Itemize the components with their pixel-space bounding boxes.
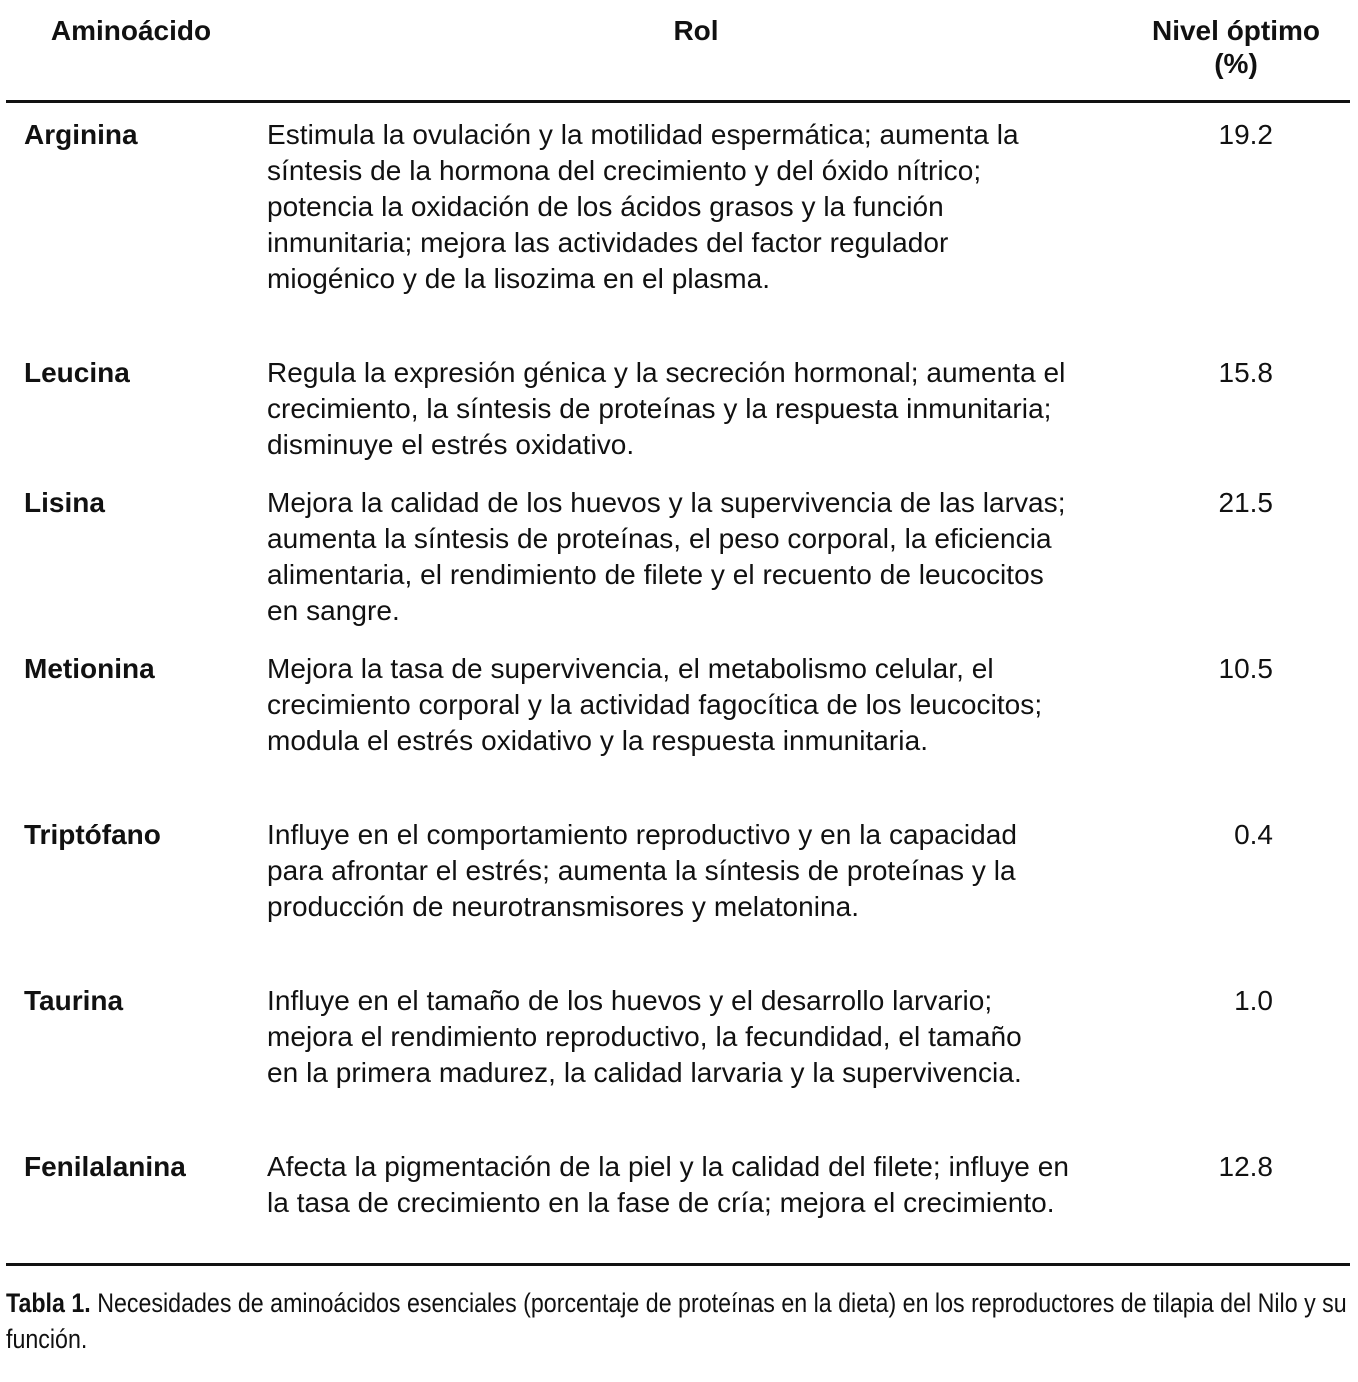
- optimal-level-value: 15.8: [1218, 357, 1273, 388]
- optimal-level-value: 1.0: [1234, 985, 1273, 1016]
- optimal-level-value: 19.2: [1218, 119, 1273, 150]
- table-row: [6, 1149, 1350, 1257]
- optimal-level-value: 21.5: [1218, 487, 1273, 518]
- caption-label: Tabla 1.: [6, 1288, 91, 1318]
- amino-acid-name: Fenilalanina: [24, 1151, 186, 1182]
- table-row: [6, 355, 1350, 463]
- amino-acid-role: Influye en el comportamiento reproductivo y en la capacidad para afrontar el estrés; aumenta la síntesis de proteínas y la producción de neurotransmisores y melatonina.: [267, 819, 1018, 922]
- table-caption: [6, 1285, 1348, 1357]
- amino-acid-name: Triptófano: [24, 819, 161, 850]
- table-body: [6, 103, 1350, 1266]
- table-row: [6, 485, 1350, 629]
- caption-text: Necesidades de aminoácidos esenciales (porcentaje de proteínas en la dieta) en los reproductores de tilapia del Nilo y su función.: [6, 1288, 1347, 1354]
- amino-acid-name: Lisina: [24, 487, 105, 518]
- amino-acid-role: Influye en el tamaño de los huevos y el desarrollo larvario; mejora el rendimiento reproductivo, la fecundidad, el tamaño en la primera madurez, la calidad larvaria y la supervivencia.: [267, 985, 1022, 1088]
- amino-acid-name: Arginina: [24, 119, 138, 150]
- header-role: Rol: [673, 15, 719, 46]
- table-row: [6, 817, 1350, 961]
- header-optimal-level-line1: Nivel óptimo: [1151, 15, 1320, 46]
- optimal-level-value: 12.8: [1218, 1151, 1273, 1182]
- table-row: [6, 117, 1350, 333]
- amino-acid-role: Mejora la calidad de los huevos y la supervivencia de las larvas; aumenta la síntesis de proteínas, el peso corporal, la eficiencia alimentaria, el rendimiento de filete y el recuento de leucocitos en sangre.: [267, 487, 1066, 626]
- amino-acid-role: Mejora la tasa de supervivencia, el metabolismo celular, el crecimiento corporal y la actividad fagocítica de los leucocitos; modula el estrés oxidativo y la respuesta inmunitaria.: [267, 653, 1043, 756]
- amino-acid-table: [6, 0, 1350, 1266]
- optimal-level-value: 10.5: [1218, 653, 1273, 684]
- header-optimal-level-line2: (%): [1214, 48, 1258, 79]
- table-row: [6, 651, 1350, 795]
- amino-acid-role: Regula la expresión génica y la secreción hormonal; aumenta el crecimiento, la síntesis de proteínas y la respuesta inmunitaria; disminuye el estrés oxidativo.: [267, 357, 1066, 460]
- optimal-level-value: 0.4: [1234, 819, 1273, 850]
- amino-acid-role: Afecta la pigmentación de la piel y la calidad del filete; influye en la tasa de crecimiento en la fase de cría; mejora el crecimiento.: [267, 1151, 1069, 1218]
- header-amino-acid: Aminoácido: [50, 15, 212, 46]
- amino-acid-name: Metionina: [24, 653, 155, 684]
- table-row: [6, 983, 1350, 1127]
- amino-acid-name: Leucina: [24, 357, 130, 388]
- header-optimal-level: [1126, 14, 1346, 80]
- amino-acid-name: Taurina: [24, 985, 124, 1016]
- table-header: [6, 0, 1350, 103]
- amino-acid-role: Estimula la ovulación y la motilidad espermática; aumenta la síntesis de la hormona del crecimiento y del óxido nítrico; potencia la oxidación de los ácidos grasos y la función inmunitaria; mejora las actividades del factor regulador miogénico y de la lisozima en el plasma.: [267, 119, 1019, 294]
